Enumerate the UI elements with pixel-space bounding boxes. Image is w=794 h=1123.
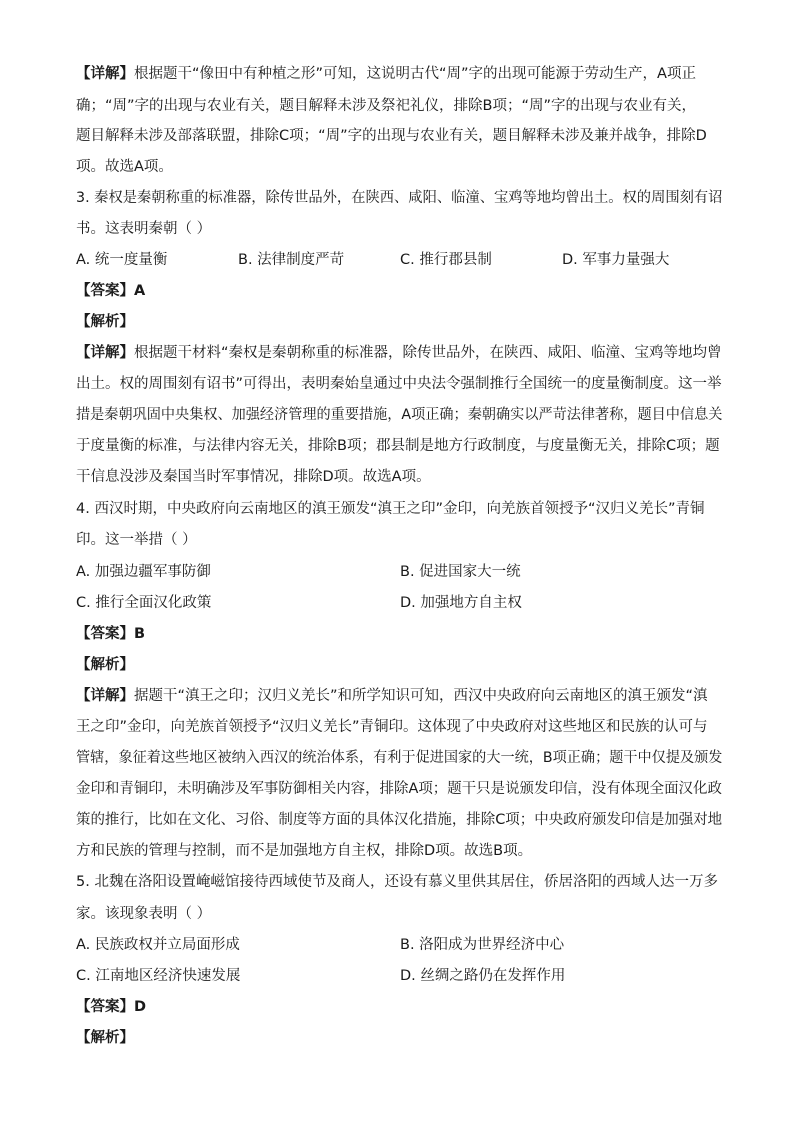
q4-option-c: C. 推行全面汉化政策	[76, 595, 212, 611]
q4-explain-tag: 【详解】	[76, 688, 134, 704]
q4-explain-line-6: 方和民族的管理与控制，而不是加强地方自主权，排除D项。故选B项。	[76, 843, 533, 859]
q4-option-d: D. 加强地方自主权	[400, 595, 522, 611]
q4-analysis-heading: 【解析】	[76, 657, 134, 673]
q3-explain-text-1: 根据题干材料“秦权是秦朝称重的标准器，除传世品外，在陕西、咸阳、临潼、宝鸡等地均曾	[134, 345, 722, 361]
q4-explain-line-3: 管辖，象征着这些地区被纳入西汉的统治体系，有利于促进国家的大一统，B项正确；题干中仅提及颁发	[76, 750, 723, 766]
q2-explain-line-3: 题目解释未涉及部落联盟，排除C项；“周”字的出现与农业有关，题目解释未涉及兼并战争，排除D	[76, 128, 707, 144]
q3-analysis-heading: 【解析】	[76, 314, 134, 330]
q4-stem-line-1: 4. 西汉时期，中央政府向云南地区的滇王颁发“滇王之印”金印，向羌族首领授予“汉归义羌长”青铜	[76, 501, 705, 517]
q3-explain-line-3: 措是秦朝巩固中央集权、加强经济管理的重要措施，A项正确；秦朝确实以严苛法律著称，题目中信息关	[76, 407, 723, 423]
q2-explain-tag: 【详解】	[76, 66, 134, 82]
q3-explain-line-2: 出土。权的周围刻有诏书”可得出，表明秦始皇通过中央法令强制推行全国统一的度量衡制度。这一举	[76, 376, 722, 392]
q3-option-b: B. 法律制度严苛	[238, 252, 345, 268]
q3-stem-line-1: 3. 秦权是秦朝称重的标准器，除传世品外，在陕西、咸阳、临潼、宝鸡等地均曾出土。权的周围刻有诏	[76, 190, 723, 206]
q5-option-a: A. 民族政权并立局面形成	[76, 937, 240, 953]
q5-stem-line-1: 5. 北魏在洛阳设置崦嵫馆接待西域使节及商人，还设有慕义里供其居住，侨居洛阳的西域人达一万多	[76, 874, 718, 890]
q3-explain-line-5: 干信息没涉及秦国当时军事情况，排除D项。故选A项。	[76, 469, 431, 485]
q5-option-d: D. 丝绸之路仍在发挥作用	[400, 968, 566, 984]
q3-option-a: A. 统一度量衡	[76, 252, 168, 268]
q4-option-a: A. 加强边疆军事防御	[76, 564, 211, 580]
q4-stem-line-2: 印。这一举措（ ）	[76, 532, 197, 548]
q5-stem-line-2: 家。该现象表明（ ）	[76, 906, 212, 922]
q3-option-c: C. 推行郡县制	[400, 252, 492, 268]
q4-explain-line-5: 策的推行，比如在文化、习俗、制度等方面的具体汉化措施，排除C项；中央政府颁发印信是加强对地	[76, 812, 723, 828]
q4-explain-text-1: 据题干“滇王之印；汉归义羌长”和所学知识可知，西汉中央政府向云南地区的滇王颁发“滇	[134, 688, 708, 704]
q2-explain-line-1	[76, 64, 716, 84]
q5-answer: 【答案】D	[76, 999, 147, 1015]
q5-option-c: C. 江南地区经济快速发展	[76, 968, 241, 984]
q4-explain-line-4: 金印和青铜印，未明确涉及军事防御相关内容，排除A项；题干只是说颁发印信，没有体现全面汉化政	[76, 781, 722, 797]
q3-explain-line-4: 于度量衡的标准，与法律内容无关，排除B项；郡县制是地方行政制度，与度量衡无关，排除C项；题	[76, 438, 720, 454]
q4-answer: 【答案】B	[76, 626, 146, 642]
q3-explain-tag: 【详解】	[76, 345, 134, 361]
q3-option-d: D. 军事力量强大	[562, 252, 670, 268]
q2-explain-text-1: 根据题干“像田中有种植之形”可知，这说明古代“周”字的出现可能源于劳动生产，A项正	[134, 66, 696, 82]
q2-explain-line-2: 确；“周”字的出现与农业有关，题目解释未涉及祭祀礼仪，排除B项；“周”字的出现与农业有关，	[76, 98, 696, 114]
q3-stem-line-2: 书。这表明秦朝（ ）	[76, 221, 212, 237]
q2-explain-line-4: 项。故选A项。	[76, 159, 173, 175]
q4-explain-line-2: 王之印”金印，向羌族首领授予“汉归义羌长”青铜印。这体现了中央政府对这些地区和民族的认可与	[76, 719, 708, 735]
q3-explain-line-1	[76, 343, 722, 363]
q4-explain-line-1	[76, 686, 716, 706]
q4-option-b: B. 促进国家大一统	[400, 564, 521, 580]
q5-option-b: B. 洛阳成为世界经济中心	[400, 937, 565, 953]
q5-analysis-heading: 【解析】	[76, 1030, 134, 1046]
q3-answer: 【答案】A	[76, 283, 146, 299]
